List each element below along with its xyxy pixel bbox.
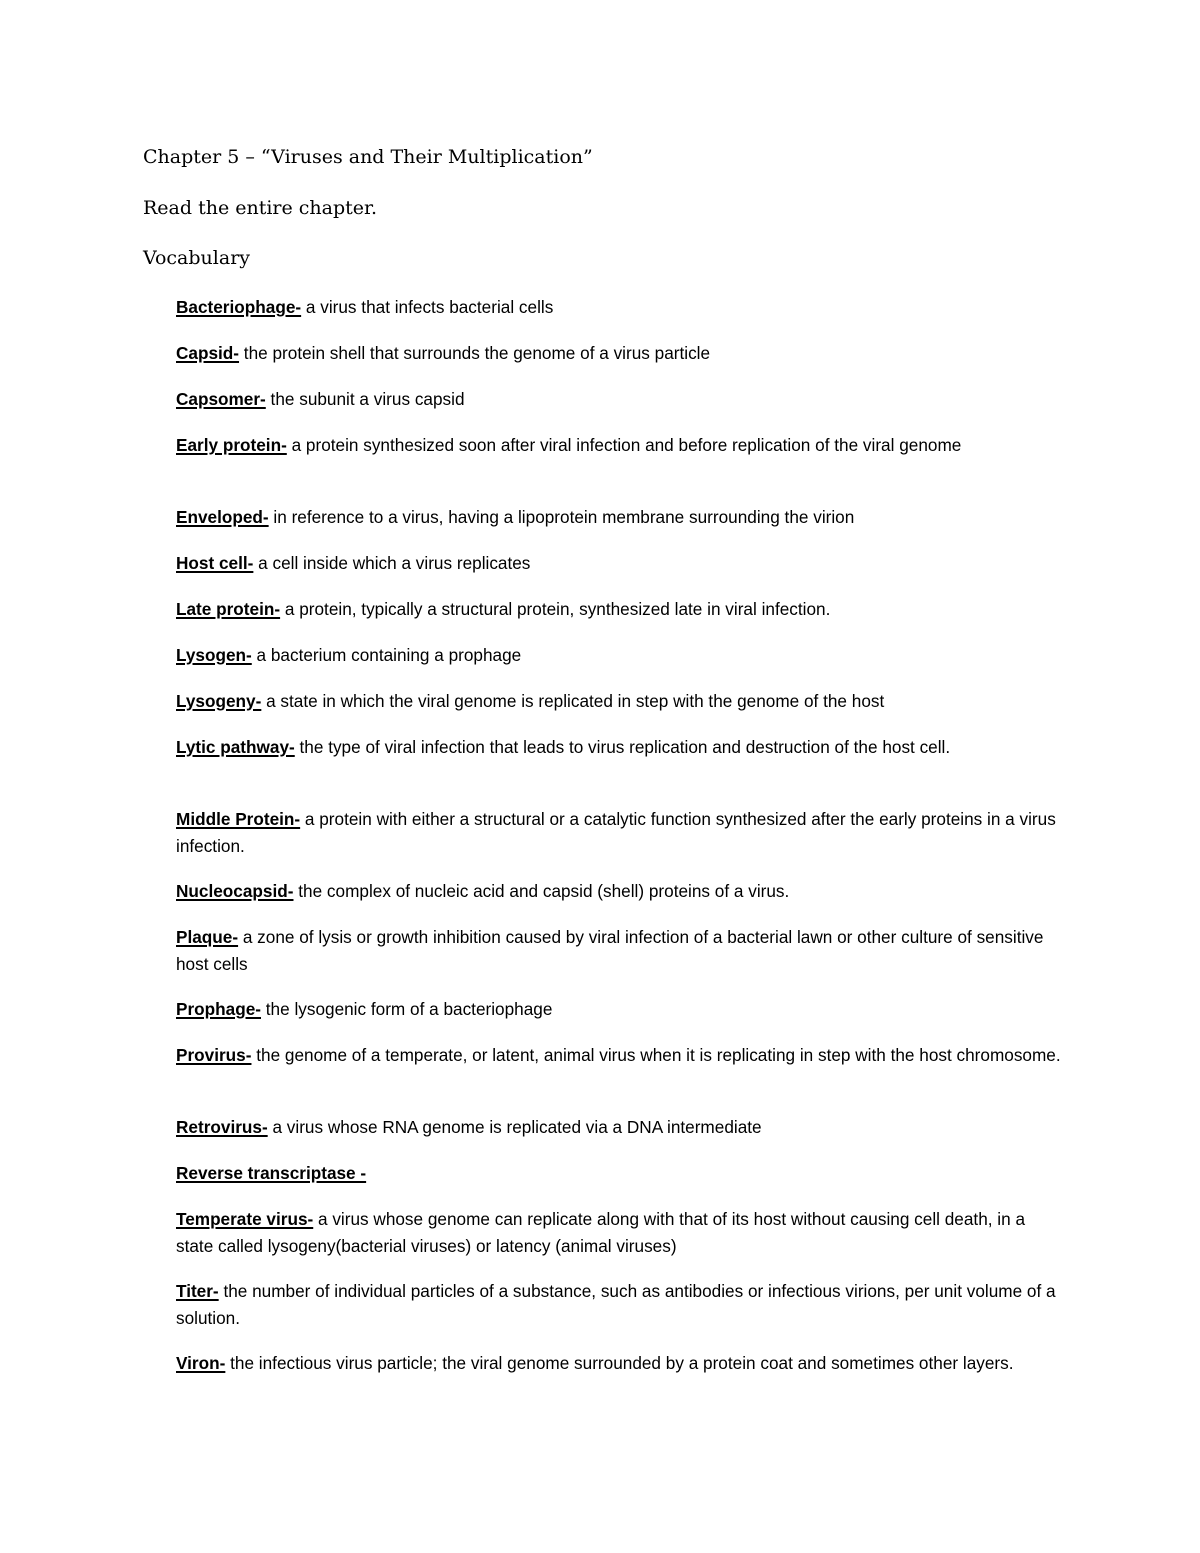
vocab-definition: in reference to a virus, having a lipoprotein membrane surrounding the virion [268,507,855,527]
vocab-entry [176,596,1066,623]
vocab-entry [176,386,1066,413]
vocab-term: Provirus- [176,1045,252,1065]
vocab-definition: the subunit a virus capsid [265,389,465,409]
vocab-term: Middle Protein- [176,809,301,829]
chapter-title: Chapter 5 – “Viruses and Their Multiplication” [143,146,593,168]
vocab-term: Reverse transcriptase - [176,1163,367,1183]
vocab-definition: the number of individual particles of a substance, such as antibodies or infectious virions, per unit volume of a solution. [176,1281,1056,1328]
vocab-term: Prophage- [176,999,261,1019]
vocab-entry [176,340,1066,367]
vocab-term: Lytic pathway- [176,737,295,757]
vocab-term: Plaque- [176,927,239,947]
vocab-entry [176,1278,1066,1331]
vocab-definition: the genome of a temperate, or latent, animal virus when it is replicating in step with the host chromosome. [251,1045,1061,1065]
vocab-definition: the type of viral infection that leads to virus replication and destruction of the host cell. [294,737,951,757]
vocab-definition: a bacterium containing a prophage [251,645,522,665]
vocab-term: Lysogen- [176,645,252,665]
vocab-entry [176,1160,1066,1187]
vocab-entry [176,294,1066,321]
vocab-definition: a protein with either a structural or a catalytic function synthesized after the early proteins in a virus infection. [176,809,1056,856]
vocab-entry [176,642,1066,669]
vocab-definition: the infectious virus particle; the viral genome surrounded by a protein coat and sometimes other layers. [225,1353,1014,1373]
vocab-entry [176,878,1066,905]
vocab-entry [176,432,1066,459]
vocab-definition: a virus whose RNA genome is replicated via a DNA intermediate [267,1117,762,1137]
vocab-entry [176,924,1066,977]
vocab-entry [176,1042,1066,1069]
vocab-definition: a virus that infects bacterial cells [301,297,554,317]
vocab-term: Nucleocapsid- [176,881,294,901]
vocab-entry [176,1114,1066,1141]
vocab-entry [176,734,1066,761]
section-heading: Vocabulary [143,247,251,269]
vocab-term: Lysogeny- [176,691,262,711]
vocab-entry [176,996,1066,1023]
vocab-definition: a virus whose genome can replicate along with that of its host without causing cell death, in a state called lysogeny(bacterial viruses) or latency (animal viruses) [176,1209,1026,1256]
vocab-definition: a protein, typically a structural protein, synthesized late in viral infection. [280,599,831,619]
vocab-term: Enveloped- [176,507,269,527]
vocab-term: Host cell- [176,553,254,573]
vocab-entry [176,550,1066,577]
vocab-definition: a zone of lysis or growth inhibition caused by viral infection of a bacterial lawn or other culture of sensitive host cells [176,927,1044,974]
vocab-definition: a state in which the viral genome is replicated in step with the genome of the host [261,691,885,711]
vocab-term: Titer- [176,1281,219,1301]
vocab-entry [176,1206,1066,1259]
vocab-definition: the lysogenic form of a bacteriophage [261,999,553,1019]
vocab-entry [176,806,1066,859]
vocab-definition: a cell inside which a virus replicates [253,553,531,573]
vocab-term: Capsomer- [176,389,266,409]
vocab-definition: the complex of nucleic acid and capsid (shell) proteins of a virus. [293,881,790,901]
vocab-term: Bacteriophage- [176,297,302,317]
vocab-term: Capsid- [176,343,240,363]
vocab-entry [176,1350,1066,1377]
vocab-term: Temperate virus- [176,1209,314,1229]
reading-instruction: Read the entire chapter. [143,197,378,219]
vocab-entry [176,504,1066,531]
vocab-term: Viron- [176,1353,226,1373]
vocab-definition: the protein shell that surrounds the genome of a virus particle [239,343,711,363]
vocab-term: Early protein- [176,435,287,455]
vocab-term: Retrovirus- [176,1117,268,1137]
vocab-term: Late protein- [176,599,281,619]
vocab-definition: a protein synthesized soon after viral infection and before replication of the viral genome [286,435,962,455]
vocab-entry [176,688,1066,715]
